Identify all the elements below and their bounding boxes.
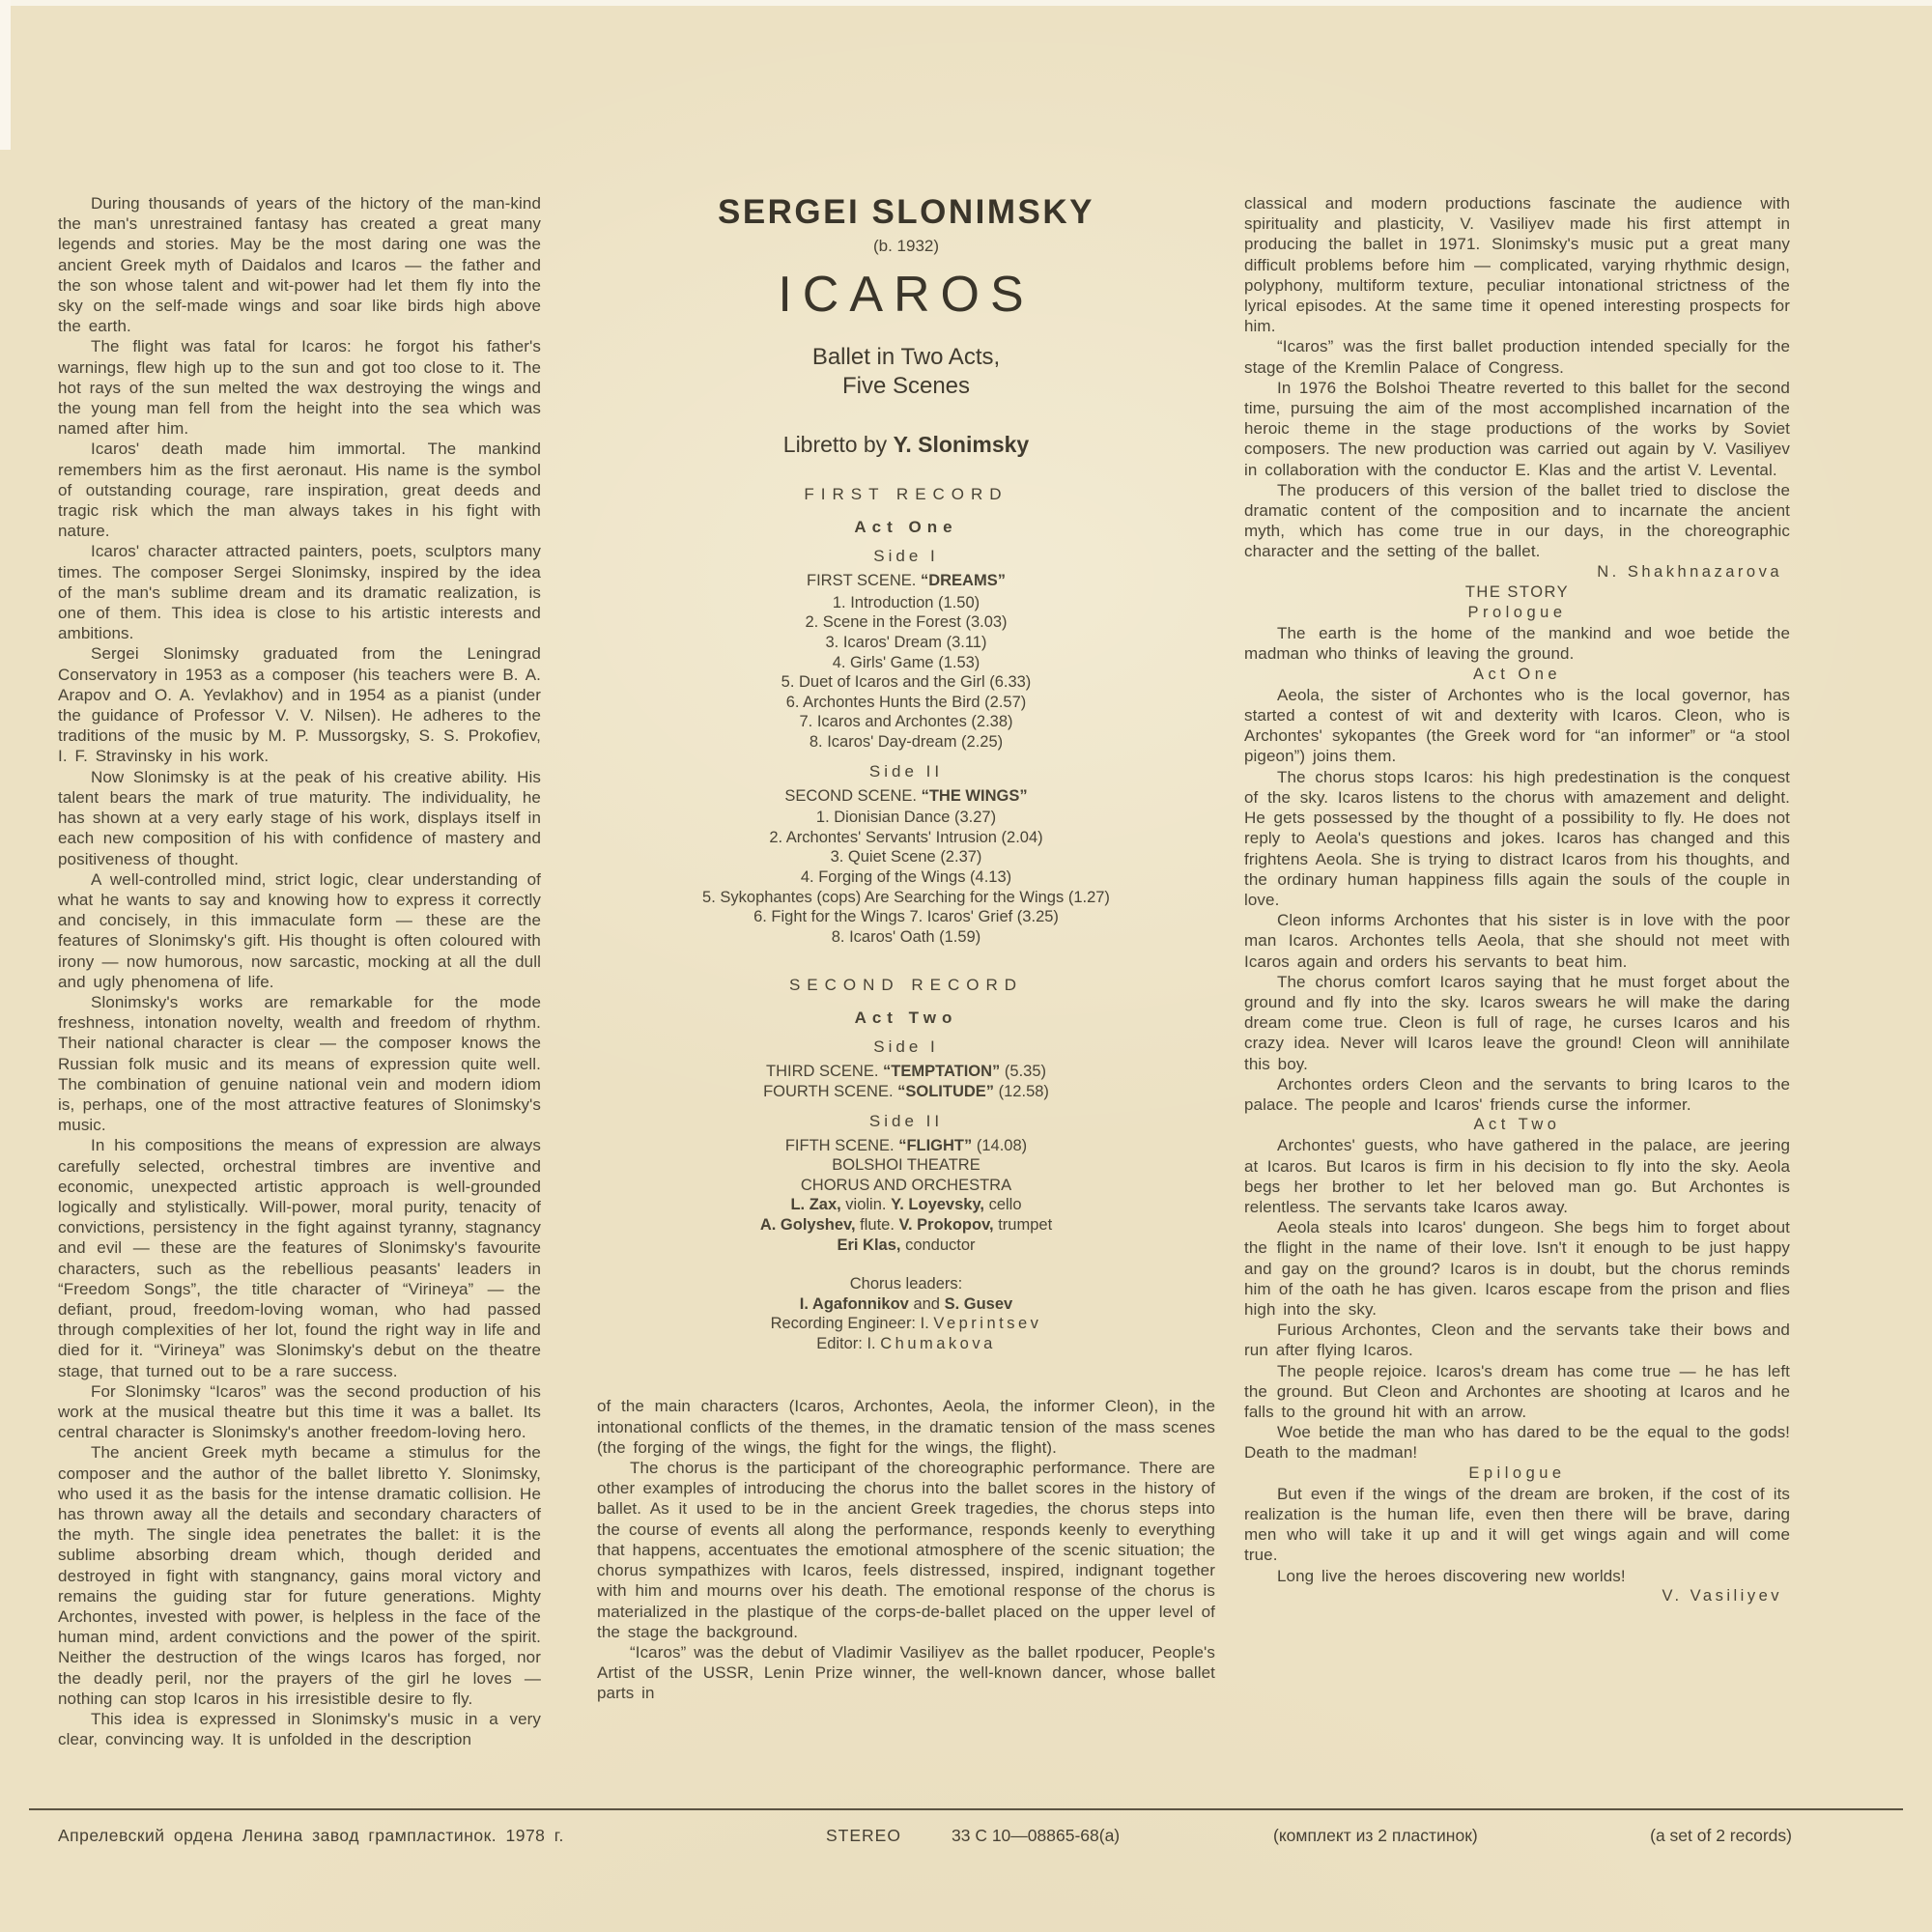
text-segment: Veprintsev	[933, 1315, 1042, 1333]
epilogue-text	[1244, 1484, 1790, 1586]
essay-paragraph: of the main characters (Icaros, Archontes, Aeola, the informer Cleon), in the intonational conflicts of the themes, in the dramatic tension of the mass scenes (the forging of the wings, the fight for the wings, the flight).	[597, 1397, 1215, 1457]
text-segment: “DREAMS”	[920, 572, 1006, 590]
third-scene-title	[597, 1062, 1215, 1082]
essay-paragraph: The ancient Greek myth became a stimulus for the composer and the author of the ballet libretto Y. Slonimsky, who used it as the basis for the intense dramatic collision. He has thrown away all the details and secondary characters of the myth. The single idea penetrates the ballet: it is the sublime absorbing dream which, though derided and destroyed in fight with stangnancy, gains moral victory and remains the guiding star for future generations. Mighty Archontes, invested with power, is helpless in the face of the human mind, ardent convictions and the power of the spirit. Neither the destruction of the wings Icaros has forged, nor the deadly peril, nor the prayers of the girl he loves — nothing can stop Icaros in his irresistible desire to fly.	[58, 1443, 541, 1708]
footer-divider	[29, 1808, 1903, 1810]
text-segment: Libretto by	[782, 432, 894, 458]
story-paragraph: The chorus stops Icaros: his high predestination is the conquest of the sky. Icaros listens to the chorus with amazement and delight. He gets possessed by the thought of a possibility to fly. He does not reply to Aeola's questions and jokes. Icaros has changed and this frightens Aeola. She is trying to distract Icaros from his thoughts, and the ordinary human happiness fills again the souls of the couple in love.	[1244, 767, 1790, 909]
text-segment: FIFTH SCENE.	[784, 1136, 899, 1154]
text-segment: “FLIGHT”	[898, 1136, 973, 1154]
text-segment: THIRD SCENE.	[766, 1063, 884, 1081]
text-segment: violin.	[840, 1196, 892, 1214]
story-paragraph: The people rejoice. Icaros's dream has come true — he has left the ground. But Cleon and Archontes are shooting at Icaros and he falls to the ground hit with an arrow.	[1244, 1361, 1790, 1421]
composer-birth-year: (b. 1932)	[872, 237, 940, 256]
story-act-two-text	[1244, 1135, 1790, 1463]
text-segment: Eri Klas,	[837, 1236, 901, 1254]
text-segment: Y. Loyevsky,	[891, 1196, 984, 1214]
track-listing-line: 7. Icaros and Archontes (2.38)	[799, 713, 1013, 731]
second-scene-title	[597, 786, 1215, 807]
story-author-signature: V. Vasiliyev	[1662, 1586, 1782, 1605]
track-listing-line: 5. Sykophantes (cops) Are Searching for the Wings (1.27)	[702, 888, 1110, 906]
record1-side2-tracklist	[597, 808, 1215, 947]
essay-paragraph: “Icaros” was the debut of Vladimir Vasiliyev as the ballet rpoducer, People's Artist of the USSR, Lenin Prize winner, the well-known dancer, whose ballet parts in	[597, 1642, 1215, 1703]
text-segment: FOURTH SCENE.	[763, 1082, 898, 1100]
story-paragraph: But even if the wings of the dream are broken, if the cost of its realization is the human life, even then there will be brave, daring men who will take it up and it will get wings again and will come true.	[1244, 1484, 1790, 1565]
first-record-heading: FIRST RECORD	[804, 485, 1009, 504]
story-heading: THE STORY	[1464, 582, 1570, 601]
record2-side1-label: Side I	[873, 1037, 939, 1057]
track-listing-line: 8. Icaros' Oath (1.59)	[831, 927, 981, 946]
text-segment: V. Prokopov,	[898, 1215, 994, 1234]
story-paragraph: Furious Archontes, Cleon and the servants take their bows and run after flying Icaros.	[1244, 1321, 1790, 1360]
footer	[0, 1808, 1932, 1851]
set-note-russian: (комплект из 2 пластинок)	[1273, 1826, 1478, 1845]
text-segment: Recording Engineer: I.	[770, 1315, 934, 1333]
record1-side2-label: Side II	[868, 761, 944, 781]
essay-part-one	[58, 193, 541, 1749]
chorus-orchestra-label: CHORUS AND ORCHESTRA	[800, 1176, 1012, 1194]
track-listing-line: 8. Icaros' Day-dream (2.25)	[809, 733, 1004, 751]
left-column	[58, 193, 541, 1749]
composer-name: SERGEI SLONIMSKY	[717, 193, 1095, 231]
work-subtitle-line-2: Five Scenes	[841, 373, 971, 400]
essay-paragraph: classical and modern productions fascinate the audience with spirituality and plasticity, V. Vasiliyev made his first attempt in producing the ballet in 1971. Slonimsky's music put a great many difficult problems before him — complicated, varying rhythmic design, polyphony, multiform texture, peculiar intonational strictness of the lyrical episodes. At the same time it opened interesting prospects for him.	[1244, 194, 1790, 336]
chorus-leaders-label: Chorus leaders:	[849, 1275, 963, 1293]
essay-paragraph: Slonimsky's works are remarkable for the mode freshness, intonation novelty, wealth and freedom of rhythm. Their national character is clear — the composer knows the Russian folk music and its means of expression quite well. The combination of genuine national vein and modern idiom is, perhaps, one of the most attractive features of Slonimsky's music.	[58, 992, 541, 1135]
text-segment: S. Gusev	[944, 1294, 1013, 1313]
track-listing-line: 2. Archontes' Servants' Intrusion (2.04)	[769, 828, 1043, 846]
story-paragraph: Archontes orders Cleon and the servants to bring Icaros to the palace. The people and Icaros' friends curse the informer.	[1244, 1074, 1790, 1114]
libretto-credit	[597, 432, 1215, 458]
essay-paragraph: The flight was fatal for Icaros: he forgot his father's warnings, flew high up to the sun and got too close to it. The hot rays of the sun melted the wax destroying the wings and the young man fell from the height into the sea which was named after him.	[58, 337, 541, 439]
essay-paragraph: A well-controlled mind, strict logic, clear understanding of what he wants to say and knowing how to express it correctly and concisely, in this immaculate form — these are the features of Slonimsky's gift. His thought is often coloured with irony — now humorous, now sarcastic, mocking at all the dull and ugly phenomena of life.	[58, 869, 541, 991]
essay-paragraph: Sergei Slonimsky graduated from the Leningrad Conservatory in 1953 as a composer (his teachers were B. A. Arapov and O. A. Yevlakhov) and in 1954 as a pianist (under the guidance of Professor V. V. Nilsen). He adheres to the traditions of the music by M. P. Mussorgsky, S. S. Prokofiev, I. F. Stravinsky in his work.	[58, 644, 541, 766]
essay-paragraph: During thousands of years of the hictory of the man-kind the man's unrestrained fantasy has created a great many legends and stories. May be the most daring one was the ancient Greek myth of Daidalos and Icaros — the father and the son whose talent and wit-power had let them fly into the sky on the self-made wings and soar like birds high above the earth.	[58, 194, 541, 336]
track-listing-line: 1. Introduction (1.50)	[832, 593, 980, 611]
recording-engineer-credit	[597, 1314, 1215, 1334]
track-listing-line: 6. Archontes Hunts the Bird (2.57)	[785, 693, 1027, 711]
track-listing-line: 1. Dionisian Dance (3.27)	[815, 809, 997, 827]
right-column	[1244, 193, 1790, 1606]
text-segment: (14.08)	[972, 1136, 1028, 1154]
album-title: ICAROS	[778, 267, 1035, 324]
track-listing-line: 3. Icaros' Dream (3.11)	[825, 634, 987, 652]
first-scene-title	[597, 571, 1215, 591]
text-segment: flute.	[855, 1215, 899, 1234]
story-paragraph: Long live the heroes discovering new worlds!	[1277, 1566, 1626, 1585]
text-segment: FIRST SCENE.	[807, 572, 921, 590]
text-segment: (12.58)	[994, 1082, 1049, 1100]
text-segment: Editor: I.	[816, 1334, 881, 1352]
chorus-leaders-names	[597, 1294, 1215, 1315]
track-listing-line: 4. Girls' Game (1.53)	[832, 653, 980, 671]
track-listing-line: 2. Scene in the Forest (3.03)	[805, 613, 1008, 632]
story-paragraph: Cleon informs Archontes that his sister is in love with the poor man Icaros. Archontes tells Aeola, that she should not meet with Icaros again and orders his servants to beat him.	[1244, 911, 1790, 971]
editor-credit	[597, 1334, 1215, 1354]
act-one-heading: Act One	[854, 518, 958, 537]
essay-paragraph: Icaros' death made him immortal. The mankind remembers him as the first aeronaut. His name is the symbol of outstanding courage, rare inspiration, great deeds and tragic risk which the man always takes in his fight with nature.	[58, 440, 541, 541]
track-listing-line: 4. Forging of the Wings (4.13)	[800, 867, 1012, 886]
center-column	[597, 193, 1215, 1704]
essay-paragraph: “Icaros” was the first ballet production intended specially for the stage of the Kremlin Palace of Congress.	[1244, 337, 1790, 377]
theatre-name: BOLSHOI THEATRE	[832, 1156, 980, 1175]
text-segment: Chumakova	[880, 1334, 996, 1352]
text-segment: “TEMPTATION”	[883, 1063, 1001, 1081]
fifth-scene-title	[597, 1136, 1215, 1156]
work-subtitle-line-1: Ballet in Two Acts,	[811, 344, 1001, 371]
prologue-heading: Prologue	[1467, 604, 1567, 622]
story-paragraph: Aeola steals into Icaros' dungeon. She begs him to forget about the flight in the name of their love. Isn't it enough to be just happy and gay on the ground? Icaros is in doubt, but the chorus reminds him of the oath he has given. Icaros escape from the prison and flies high into the sky.	[1244, 1218, 1790, 1319]
essay-paragraph: Now Slonimsky is at the peak of his creative ability. His talent bears the mark of true maturity. The individuality, he has shown at a very early stage of his work, displays itself in each new composition of his with confidence of mastery and positiveness of thought.	[58, 767, 541, 868]
fourth-scene-title	[597, 1082, 1215, 1102]
story-paragraph: The earth is the home of the mankind and woe betide the madman who thinks of leaving the ground.	[1244, 624, 1790, 664]
text-segment: A. Golyshev,	[759, 1215, 856, 1234]
story-paragraph: Archontes' guests, who have gathered in the palace, are jeering at Icaros. But Icaros is firm in his decision to fly into the sky. Aeola begs her brother to let her beloved man go. But Archontes is relentless. The servants take Icaros away.	[1244, 1136, 1790, 1216]
story-act-one-text	[1244, 685, 1790, 1115]
essay-paragraph: In 1976 the Bolshoi Theatre reverted to this ballet for the second time, pursuing the aim of the most accomplished incarnation of the heroic theme in the stage productions of the works by Soviet composers. The new production was carried out again by V. Vasiliyev in collaboration with the conductor E. Klas and the artist V. Levental.	[1244, 378, 1790, 479]
set-note-english: (a set of 2 records)	[1650, 1826, 1792, 1845]
essay-paragraph: Icaros' character attracted painters, poets, sculptors many times. The composer Sergei Slonimsky, inspired by the idea of the man's sublime dream and its dramatic realization, is one of them. This idea is close to his artistic interests and ambitions.	[58, 542, 541, 643]
track-listing-line: 3. Quiet Scene (2.37)	[830, 848, 982, 867]
story-paragraph: Aeola, the sister of Archontes who is the local governor, has started a contest of wit and dexterity with Icaros. Cleon, who is Archontes' sykopantes (the Greek word for “an informer” or “a stool pigeon”) joins them.	[1244, 685, 1790, 766]
catalog-number: 33 С 10—08865-68(a)	[952, 1826, 1121, 1845]
notes-author-signature: N. Shakhnazarova	[1597, 562, 1782, 581]
text-segment: I. Agafonnikov	[799, 1294, 909, 1313]
text-segment: (5.35)	[1000, 1063, 1046, 1081]
second-record-heading: SECOND RECORD	[788, 976, 1024, 995]
essay-paragraph: The producers of this version of the ballet tried to disclose the dramatic content of the composition and to incarnate the ancient myth, which has come true in our days, in the choreographic character and the setting of the ballet.	[1244, 480, 1790, 561]
essay-part-two	[597, 1396, 1215, 1703]
story-act-one-heading: Act One	[1472, 665, 1562, 683]
prologue-text	[1244, 623, 1790, 664]
pressing-plant-credit: Апрелевский ордена Ленина завод грампластинок. 1978 г.	[58, 1826, 564, 1845]
text-segment: SECOND SCENE.	[784, 786, 922, 805]
track-listing-line: 5. Duet of Icaros and the Girl (6.33)	[781, 673, 1032, 692]
text-segment: conductor	[900, 1236, 976, 1254]
soloists-line-1	[597, 1195, 1215, 1215]
essay-paragraph: The chorus is the participant of the choreographic performance. There are other examples of introducing the chorus into the ballet scores in the history of ballet. As it used to be in the ancient Greek tragedies, the chorus steps into the course of events all along the performance, responds keenly to everything that happens, accentuates the emotional atmosphere of the scenic situation; the chorus sympathizes with Icaros, feels distressed, inspired, indignant together with him and mourns over his death. The emotional response of the chorus is materialized in the plastique of the corps-de-ballet placed on the upper level of the stage the background.	[597, 1459, 1215, 1641]
text-segment: L. Zax,	[790, 1196, 841, 1214]
story-paragraph: Woe betide the man who has dared to be the equal to the gods! Death to the madman!	[1244, 1423, 1790, 1463]
track-listing-line: 6. Fight for the Wings 7. Icaros' Grief (3.25)	[753, 908, 1059, 926]
text-segment: and	[908, 1294, 945, 1313]
epilogue-heading: Epilogue	[1468, 1463, 1566, 1482]
act-two-heading: Act Two	[854, 1009, 958, 1028]
essay-paragraph: In his compositions the means of expression are always carefully selected, orchestral timbres are inventive and economic, unexpected artistic approach is well-grounded logically and stylistically. Will-power, moral purity, tenacity of convictions, persistency in the fight against tyranny, stagnancy and evil — these are the features of Slonimsky's favourite characters, such as the rebellious peasants' leaders in “Freedom Songs”, the title character of “Virineya” — the defiant, proud, freedom-loving woman, who had passed through complexities of her lot, found the right way in life and died for it. “Virineya” was Slonimsky's debut on the theatre stage, that turned out to be a rare success.	[58, 1136, 541, 1380]
record2-side2-label: Side II	[868, 1111, 944, 1130]
essay-part-three	[1244, 193, 1790, 562]
conductor-credit	[597, 1236, 1215, 1256]
work-subtitle	[597, 343, 1215, 401]
text-segment: Y. Slonimsky	[893, 432, 1030, 458]
essay-paragraph: For Slonimsky “Icaros” was the second production of his work at the musical theatre but this time it was a ballet. Its central character is Slonimsky's another freedom-loving hero.	[58, 1381, 541, 1442]
record1-side1-tracklist	[597, 593, 1215, 753]
text-segment: “THE WINGS”	[921, 786, 1028, 805]
text-segment: cello	[984, 1196, 1022, 1214]
story-paragraph: The chorus comfort Icaros saying that he must forget about the ground and fly into the sky. Icaros swears he will make the daring dream come true. Cleon is full of rage, he curses Icaros and his crazy idea. Never will Icaros leave the ground! Cleon will annihilate this boy.	[1244, 972, 1790, 1073]
story-act-two-heading: Act Two	[1473, 1116, 1561, 1134]
record1-side1-label: Side I	[873, 547, 939, 566]
stereo-label: STEREO	[826, 1826, 901, 1845]
soloists-line-2	[597, 1215, 1215, 1236]
text-segment: “SOLITUDE”	[897, 1082, 995, 1100]
text-segment: trumpet	[993, 1215, 1053, 1234]
footer-row	[58, 1826, 1792, 1851]
essay-paragraph: This idea is expressed in Slonimsky's music in a very clear, convincing way. It is unfolded in the description	[58, 1710, 541, 1749]
